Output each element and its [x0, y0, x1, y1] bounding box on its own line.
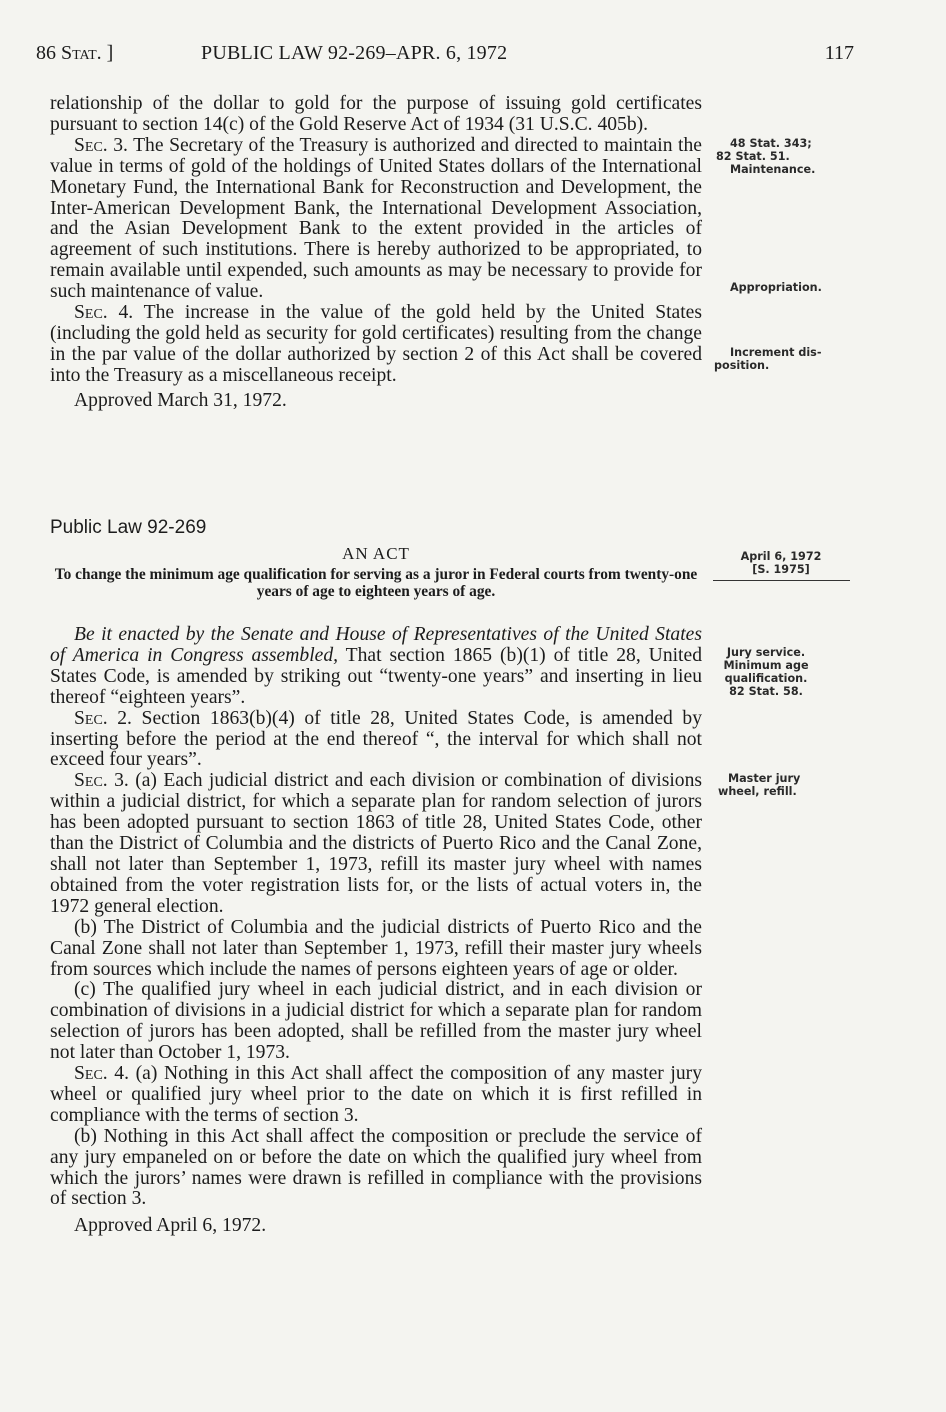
- section-4a-paragraph: [50, 1064, 702, 1127]
- act-title: AN ACT: [342, 544, 410, 563]
- section-text: The increase in the value of the gold held by the United States (including the gold held as security for gold certificates) resulting from the change in the par value of the dollar authorized by section 2 of this Act shall be covered into the Treasury as a miscellaneous receipt.: [50, 302, 702, 386]
- margin-note-master-jury: [718, 772, 844, 798]
- header-title: PUBLIC LAW 92-269–APR. 6, 1972: [201, 42, 508, 64]
- public-law-heading: Public Law 92-269: [50, 517, 207, 538]
- topic-line: Jury service.: [726, 646, 806, 659]
- section-label: Sec. 3.: [74, 770, 129, 792]
- bill-number: [S. 1975]: [752, 563, 810, 576]
- section-text: (a) Nothing in this Act shall affect the composition of any master jury wheel or qualified jury wheel prior to the date on which it is first refilled in compliance with the terms of section 3.: [50, 1063, 702, 1126]
- topic-line: Minimum age: [723, 659, 809, 672]
- topic-line: qualification.: [724, 672, 808, 685]
- section-3b-paragraph: (b) The District of Columbia and the judicial districts of Puerto Rico and the Canal Zone shall not later than September 1, 1973, refill their master jury wheels from sources which include the names of persons eighteen years of age or older.: [50, 916, 702, 980]
- section-label: Sec. 4.: [74, 302, 134, 324]
- citation-line: 48 Stat. 343;: [730, 137, 812, 150]
- section-text: The Secretary of the Treasury is authorized and directed to maintain the value in terms of gold of the holdings of United States dollars of the International Monetary Fund, the International Bank for Reconstruction and Development, the Inter-American Development Bank, the International Development Association, and the Asian Development Bank to the extent provided in the articles of agreement of such institutions. There is hereby authorized to be appropriated, to remain available until expended, such amounts as may be necessary to provide for such maintenance of value.: [50, 134, 702, 303]
- section-label: Sec. 4.: [74, 1063, 129, 1085]
- page-number: 117: [824, 42, 854, 64]
- topic-line: position.: [714, 359, 770, 372]
- approved-line: Approved March 31, 1972.: [74, 389, 287, 411]
- section-text: (a) Each judicial district and each division or combination of divisions within a judicial district, for which a separate plan for random selection of jurors has been adopted pursuant to section 1863 of title 28, United States Code, other than the District of Columbia and the districts of Puerto Rico and the Canal Zone, shall not later than September 1, 1973, refill its master jury wheel with names obtained from the voter registration lists for, or the lists of actual voters in, the 1972 general election.: [50, 770, 702, 917]
- topic-line: Increment dis-: [730, 346, 822, 359]
- section-label: Sec. 3.: [74, 134, 128, 156]
- citation-line: 82 Stat. 58.: [729, 685, 803, 698]
- margin-note-date: [726, 550, 836, 576]
- approved-line: Approved April 6, 1972.: [74, 1215, 267, 1237]
- topic-line: wheel, refill.: [718, 785, 797, 798]
- margin-note-citation: [716, 137, 856, 176]
- public-law-text: [50, 625, 702, 1237]
- section-label: Sec. 2.: [74, 707, 132, 729]
- margin-note-increment: [714, 346, 840, 372]
- section-text: Section 1863(b)(4) of title 28, United States Code, is amended by inserting before the period at the end thereof “, the interval for which shall not exceed four years”.: [50, 707, 702, 771]
- topic-line: Master jury: [728, 772, 801, 785]
- topic-line: Maintenance.: [730, 163, 816, 176]
- header-volume: 86 Stat. ]: [36, 42, 114, 64]
- margin-note-jury-service: [712, 646, 820, 698]
- enacting-clause: [50, 625, 702, 709]
- section-3c-paragraph: (c) The qualified jury wheel in each judicial district, and in each division or combination of divisions in a judicial district for which a separate plan for random selection of jurors has been adopted, shall be refilled from the master jury wheel not later than October 1, 1973.: [50, 979, 702, 1064]
- enacting-formula: Be it enacted by the Senate and House of Representatives of the United States of America in Congress assembled,: [50, 624, 702, 666]
- running-header: [36, 42, 854, 70]
- previous-law-text: [50, 94, 702, 412]
- section-4b-paragraph: (b) Nothing in this Act shall affect the composition or preclude the service of any jury empaneled on or before the date on which the qualified jury wheel from which the jurors’ names were drawn is refilled in compliance with the provisions of section 3.: [50, 1125, 702, 1210]
- paragraph-continuation: relationship of the dollar to gold for the purpose of issuing gold certificates pursuant to section 14(c) of the Gold Reserve Act of 1934 (31 U.S.C. 405b).: [50, 93, 702, 135]
- section-3-paragraph: [50, 136, 702, 303]
- margin-rule: [713, 580, 850, 581]
- margin-note-appropriation: Appropriation.: [730, 281, 822, 294]
- section-2-paragraph: [50, 709, 702, 772]
- section-3a-paragraph: [50, 771, 702, 917]
- section-1-text: That section 1865 (b)(1) of title 28, United States Code, is amended by striking out “twenty-one years” and inserting in lieu thereof “eighteen years”.: [50, 644, 702, 708]
- citation-line: 82 Stat. 51.: [716, 150, 790, 163]
- date-line: April 6, 1972: [740, 550, 822, 563]
- long-title: To change the minimum age qualification for serving as a juror in Federal courts from twenty-one years of age to eighteen years of age.: [54, 566, 698, 600]
- section-4-paragraph: [50, 303, 702, 387]
